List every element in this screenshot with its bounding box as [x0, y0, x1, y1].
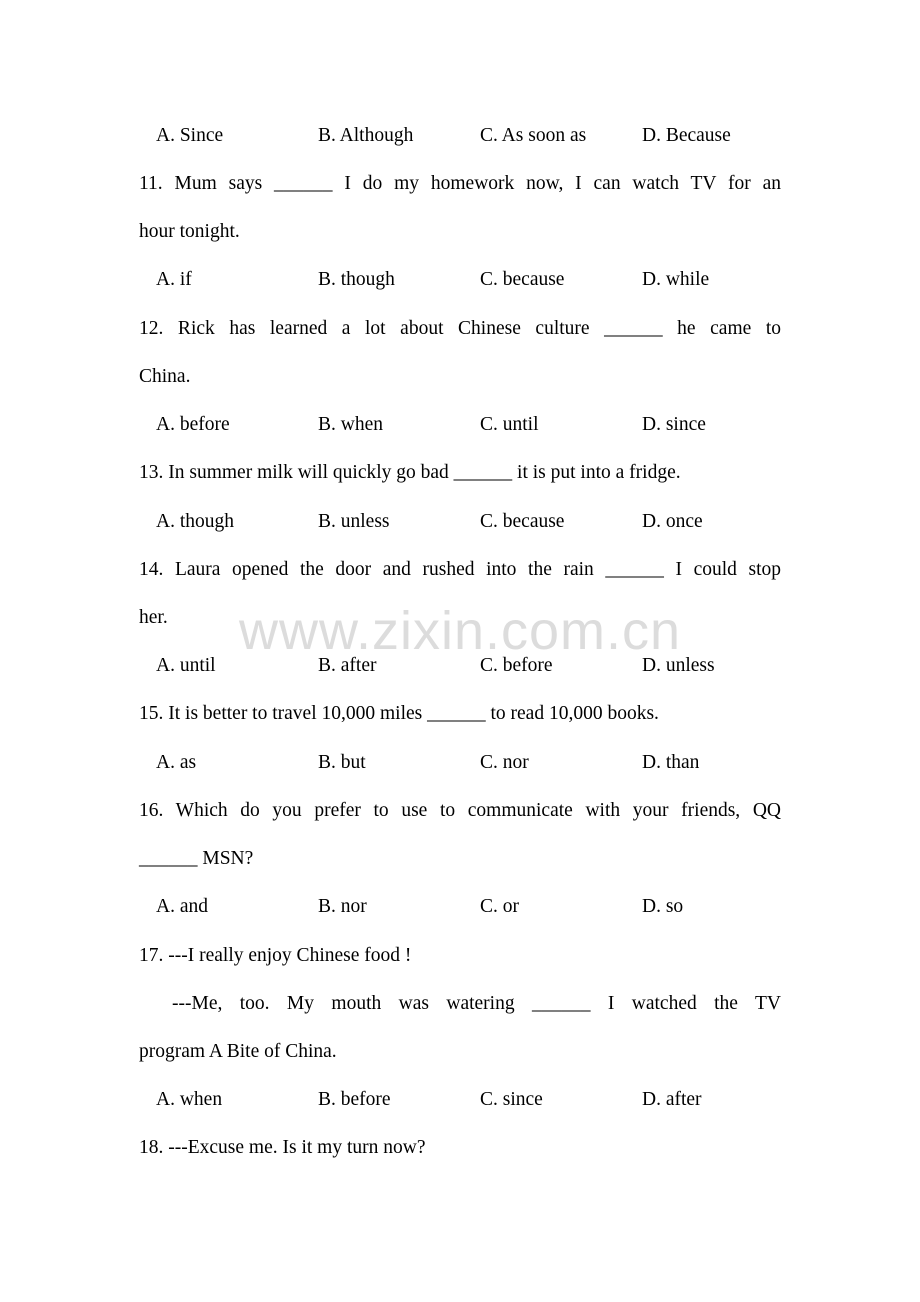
- question-15-stem: 15. It is better to travel 10,000 miles ______ to read 10,000 books.: [139, 703, 659, 724]
- question-10-options: [156, 121, 796, 151]
- question-17-reply: ---Me, too. My mouth was watering ______ I watched the TV: [172, 993, 781, 1014]
- question-12-stem-cont: China.: [139, 366, 191, 387]
- option-a: A. if: [156, 269, 192, 290]
- option-a: A. as: [156, 752, 197, 773]
- option-c: C. because: [480, 511, 565, 532]
- question-11-stem: 11. Mum says ______ I do my homework now, I can watch TV for an: [139, 173, 781, 194]
- question-15-options: [156, 748, 796, 778]
- question-11-options: [156, 265, 796, 295]
- option-a: A. Since: [156, 125, 224, 146]
- option-d: D. once: [642, 511, 703, 532]
- option-a: A. though: [156, 511, 234, 532]
- option-d: D. Because: [642, 125, 731, 146]
- option-d: D. than: [642, 752, 700, 773]
- option-d: D. so: [642, 896, 684, 917]
- option-a: A. when: [156, 1089, 223, 1110]
- question-18-stem: 18. ---Excuse me. Is it my turn now?: [139, 1137, 426, 1158]
- option-d: D. after: [642, 1089, 702, 1110]
- question-16-stem: 16. Which do you prefer to use to communicate with your friends, QQ: [139, 800, 781, 821]
- question-17-stem: 17. ---I really enjoy Chinese food !: [139, 945, 412, 966]
- option-c: C. nor: [480, 752, 529, 773]
- option-b: B. though: [318, 269, 395, 290]
- option-a: A. until: [156, 655, 216, 676]
- option-c: C. because: [480, 269, 565, 290]
- question-14-stem-cont: her.: [139, 607, 168, 628]
- option-a: A. before: [156, 414, 230, 435]
- option-b: B. after: [318, 655, 377, 676]
- option-b: B. but: [318, 752, 366, 773]
- question-12-options: [156, 410, 796, 440]
- watermark: www.zixin.com.cn: [238, 601, 682, 661]
- question-14-options: [156, 651, 796, 681]
- question-13-options: [156, 507, 796, 537]
- option-c: C. As soon as: [480, 125, 587, 146]
- option-b: B. unless: [318, 511, 390, 532]
- option-d: D. since: [642, 414, 706, 435]
- option-b: B. Although: [318, 125, 414, 146]
- question-13-stem: 13. In summer milk will quickly go bad ______ it is put into a fridge.: [139, 462, 681, 483]
- option-c: C. before: [480, 655, 553, 676]
- question-17-options: [156, 1085, 796, 1115]
- option-d: D. while: [642, 269, 710, 290]
- option-c: C. until: [480, 414, 539, 435]
- question-11-stem-cont: hour tonight.: [139, 221, 240, 242]
- option-b: B. when: [318, 414, 383, 435]
- option-c: C. or: [480, 896, 519, 917]
- option-a: A. and: [156, 896, 208, 917]
- option-d: D. unless: [642, 655, 715, 676]
- option-b: B. nor: [318, 896, 367, 917]
- option-c: C. since: [480, 1089, 543, 1110]
- question-12-stem: 12. Rick has learned a lot about Chinese culture ______ he came to: [139, 318, 781, 339]
- option-b: B. before: [318, 1089, 391, 1110]
- question-16-stem-cont: ______ MSN?: [139, 848, 254, 869]
- question-17-reply-cont: program A Bite of China.: [139, 1041, 337, 1062]
- question-14-stem: 14. Laura opened the door and rushed into the rain ______ I could stop: [139, 559, 781, 580]
- question-16-options: [156, 892, 796, 922]
